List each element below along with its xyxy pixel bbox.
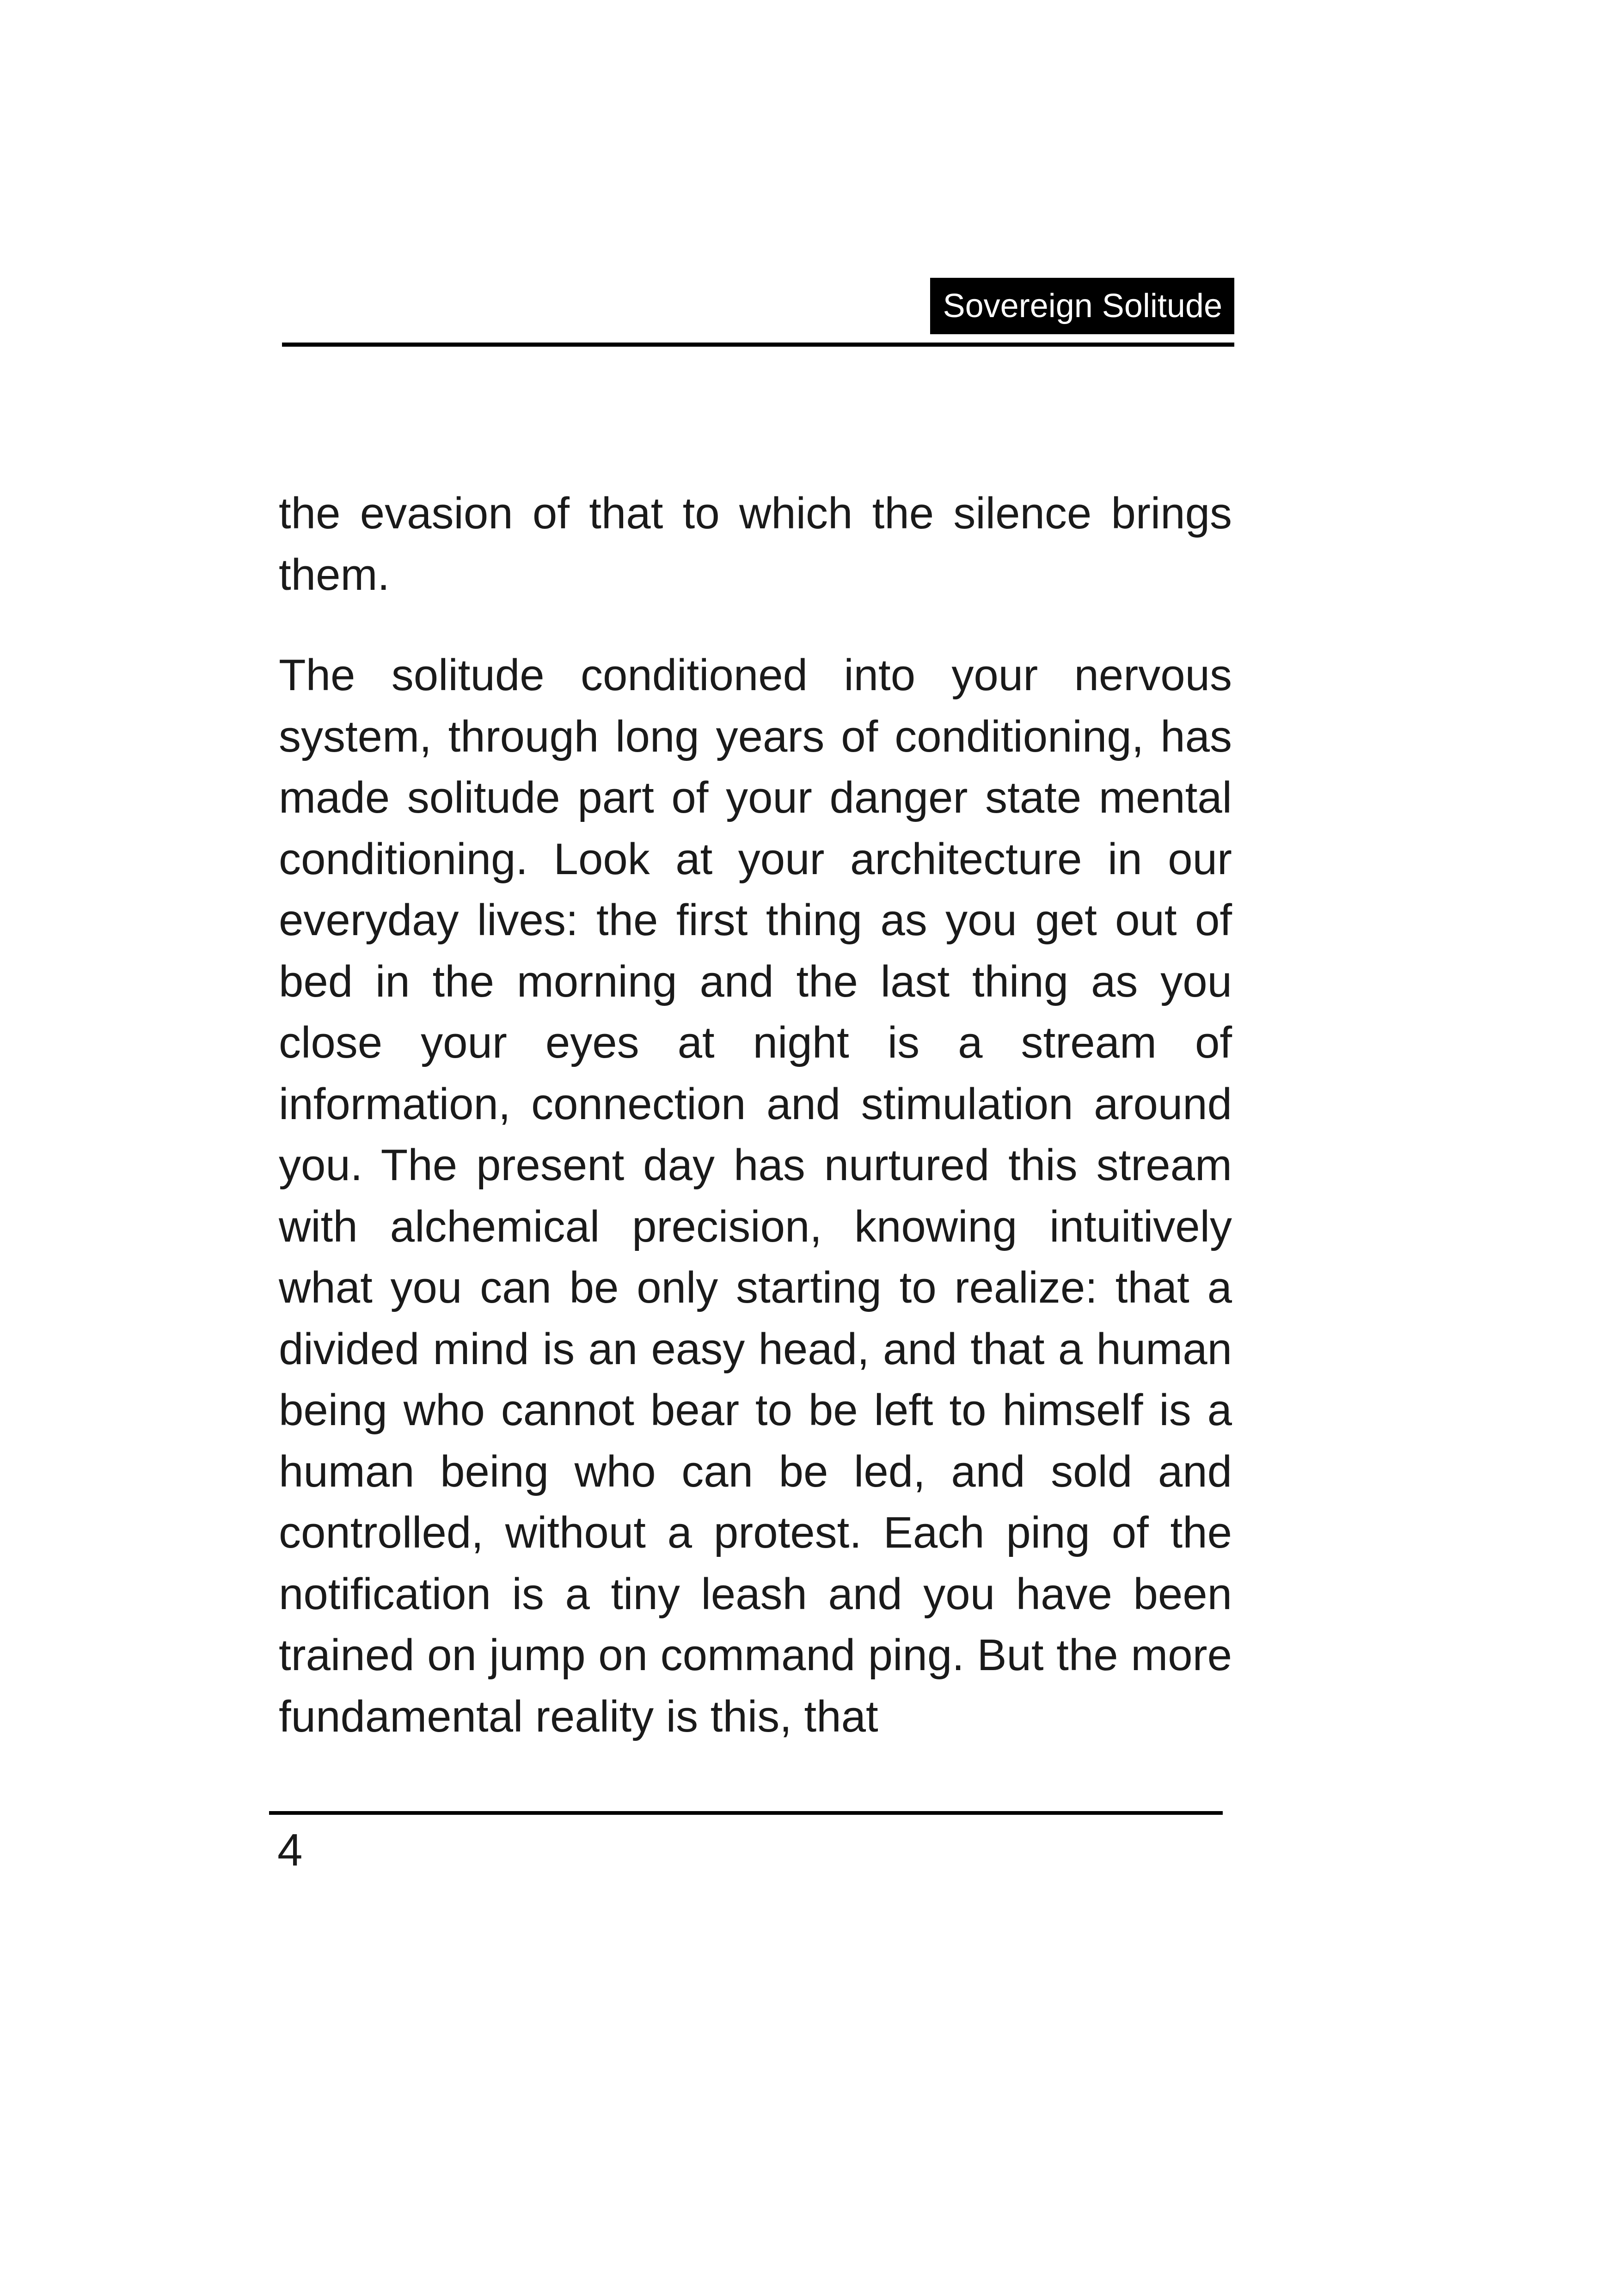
body-paragraph: the evasion of that to which the silence brings them. xyxy=(279,489,1232,600)
page-body xyxy=(279,483,1232,1747)
running-title: Sovereign Solitude xyxy=(930,278,1234,334)
footer-rule xyxy=(269,1811,1223,1815)
page-number: 4 xyxy=(277,1825,303,1875)
running-header xyxy=(282,278,1234,347)
header-rule xyxy=(282,343,1234,347)
body-paragraph: The solitude conditioned into your nervous system, through long years of conditioning, has made solitude part of your danger state mental conditioning. Look at your architecture in our everyday lives: the first thing as you get out of bed in the morning and the last thing as you close your eyes at night is a stream of information, connection and stimulation around you. The present day has nurtured this stream with alchemical precision, knowing intuitively what you can be only starting to realize: that a divided mind is an easy head, and that a human being who cannot bear to be left to himself is a human being who can be led, and sold and controlled, without a protest. Each ping of the notification is a tiny leash and you have been trained on jump on command ping. But the more fundamental reality is this, that xyxy=(279,650,1232,1741)
